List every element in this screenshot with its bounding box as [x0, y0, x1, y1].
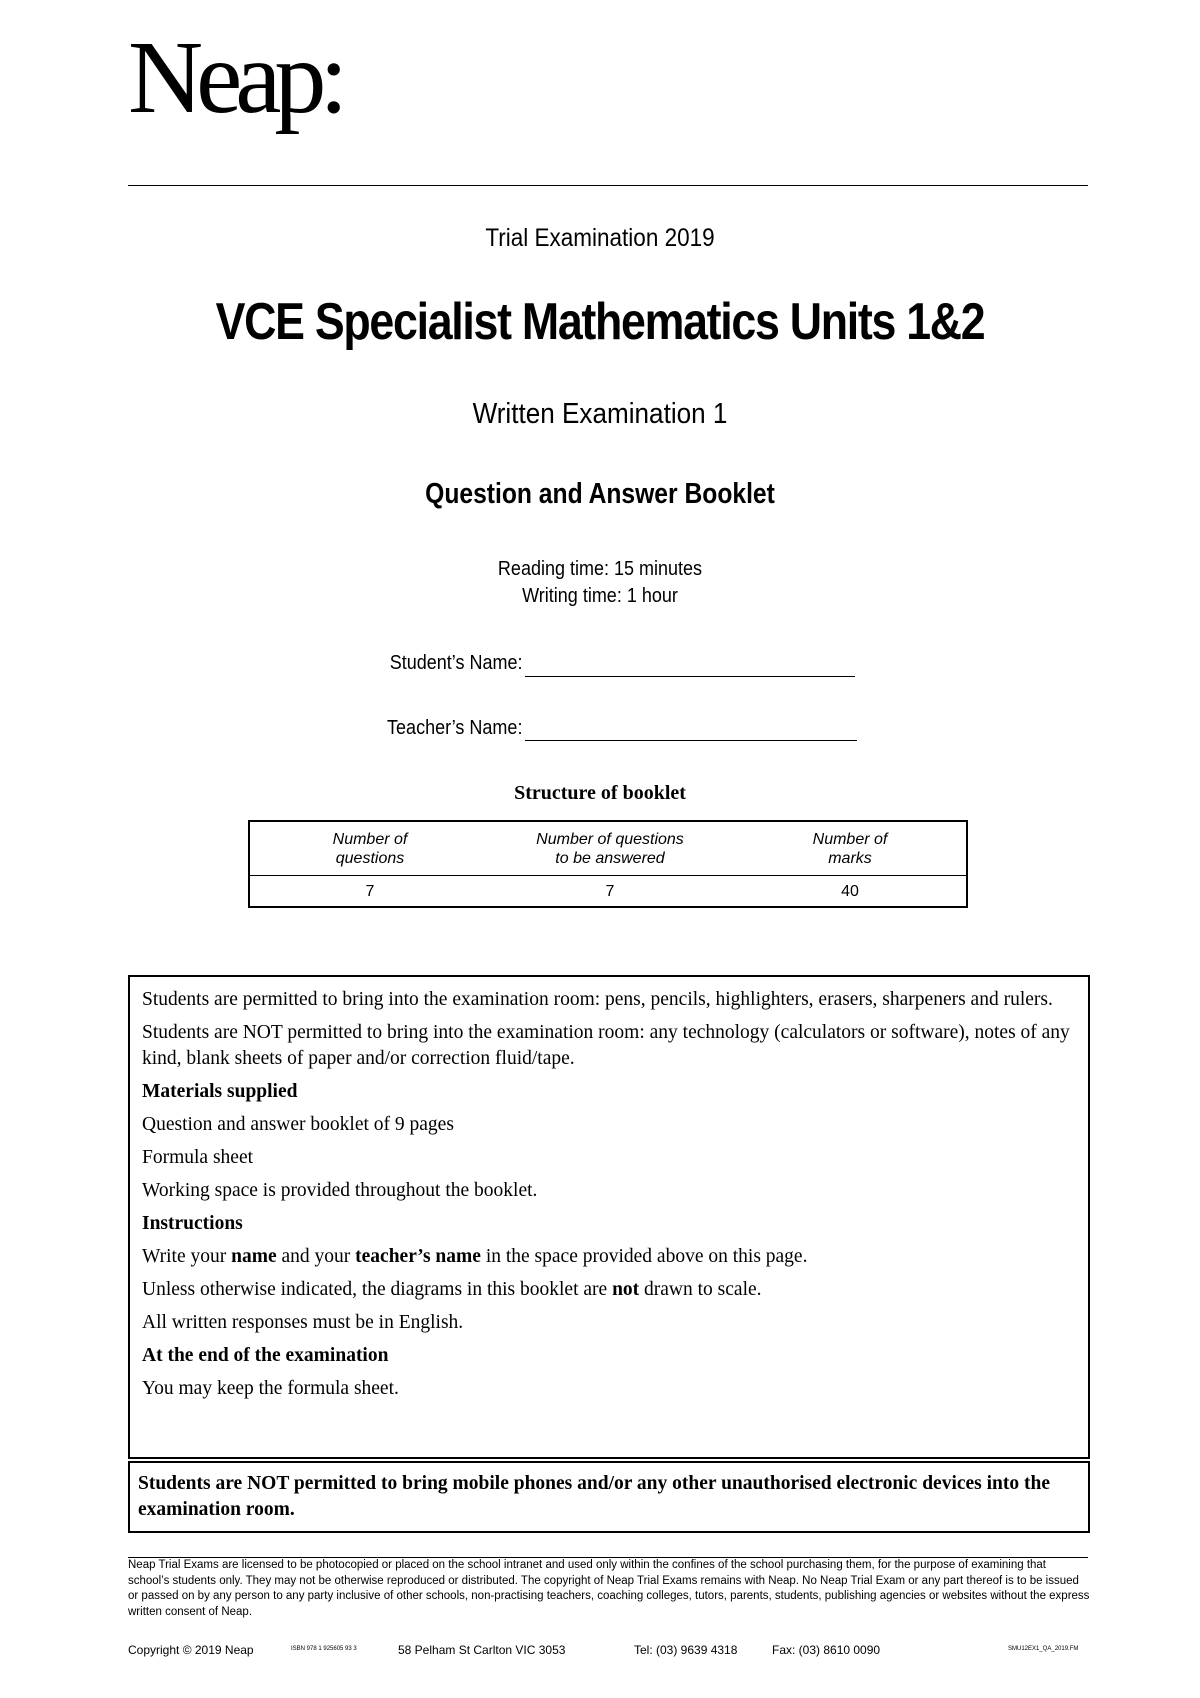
licence-text: Neap Trial Exams are licensed to be photocopied or placed on the school intranet and used only within the confines of the school purchasing them, for the purpose of examining that school’s students only. They may not be otherwise reproduced or distributed. The copyright of Neap Trial Exams remains with Neap. No Neap Trial Exam or any part thereof is to be issued or passed on by any person to any party inclusive of other schools, non-practising teachers, coaching colleges, tutors, parents, students, publishing agencies or websites without the express written consent of Neap.	[128, 1559, 1090, 1618]
booklet-type: Question and Answer Booklet	[425, 478, 775, 510]
materials-heading: Materials supplied	[142, 1081, 298, 1102]
table-header-divider	[250, 875, 966, 876]
instruction-english: All written responses must be in English.	[142, 1312, 464, 1333]
instruction-scale: Unless otherwise indicated, the diagrams in this booklet are not drawn to scale.	[142, 1279, 762, 1300]
material-item: Formula sheet	[142, 1147, 254, 1168]
student-name-row	[0, 652, 522, 676]
header-rule	[128, 185, 1088, 186]
material-item: Working space is provided throughout the booklet.	[142, 1180, 538, 1201]
reading-time: Reading time: 15 minutes	[497, 558, 703, 580]
footer-copyright: Copyright © 2019 Neap	[128, 1643, 254, 1657]
end-heading: At the end of the examination	[142, 1345, 389, 1366]
material-item: Question and answer booklet of 9 pages	[142, 1114, 454, 1135]
footer-address: 58 Pelham St Carlton VIC 3053	[398, 1643, 566, 1657]
teacher-name-label: Teacher’s Name:	[386, 717, 522, 739]
footer	[128, 1643, 1090, 1657]
col-header-marks: Number of marks	[812, 831, 888, 867]
instruction-name: Write your name and your teacher’s name in the space provided above on this page.	[142, 1246, 808, 1267]
permitted-items: Students are permitted to bring into the examination room: pens, pencils, highlighters, erasers, sharpeners and rulers.	[142, 989, 1053, 1010]
footer-fax: Fax: (03) 8610 0090	[772, 1643, 881, 1657]
structure-heading: Structure of booklet	[514, 782, 686, 804]
end-text: You may keep the formula sheet.	[142, 1378, 399, 1399]
student-name-field[interactable]	[525, 676, 855, 677]
phones-notice: Students are NOT permitted to bring mobile phones and/or any other unauthorised electronic devices into the examination room.	[138, 1473, 1051, 1520]
neap-logo: Neap:	[128, 20, 342, 135]
cell-answered: 7	[605, 883, 615, 900]
teacher-name-field[interactable]	[525, 740, 857, 741]
cell-marks: 40	[841, 883, 859, 900]
writing-time: Writing time: 1 hour	[522, 585, 678, 607]
footer-isbn: ISBN 978 1 925605 93 3	[291, 1646, 357, 1652]
student-name-label: Student’s Name:	[389, 652, 522, 674]
col-header-questions: Number of questions	[332, 831, 408, 867]
teacher-name-row	[0, 717, 522, 741]
written-examination: Written Examination 1	[472, 398, 728, 430]
instructions-heading: Instructions	[142, 1213, 243, 1234]
exam-line: Trial Examination 2019	[485, 224, 715, 252]
cell-questions: 7	[365, 883, 375, 900]
col-header-answered: Number of questions to be answered	[536, 831, 684, 867]
not-permitted-items: Students are NOT permitted to bring into the examination room: any technology (calculators or software), notes of any kind, blank sheets of paper and/or correction fluid/tape.	[142, 1022, 1070, 1069]
footer-tel: Tel: (03) 9639 4318	[634, 1643, 738, 1657]
footer-code: SMU12EX1_QA_2019.FM	[1008, 1646, 1079, 1652]
page-title: VCE Specialist Mathematics Units 1&2	[215, 293, 985, 351]
structure-table	[248, 820, 968, 908]
phones-notice-box	[128, 1461, 1090, 1533]
instructions-box	[128, 975, 1090, 1459]
